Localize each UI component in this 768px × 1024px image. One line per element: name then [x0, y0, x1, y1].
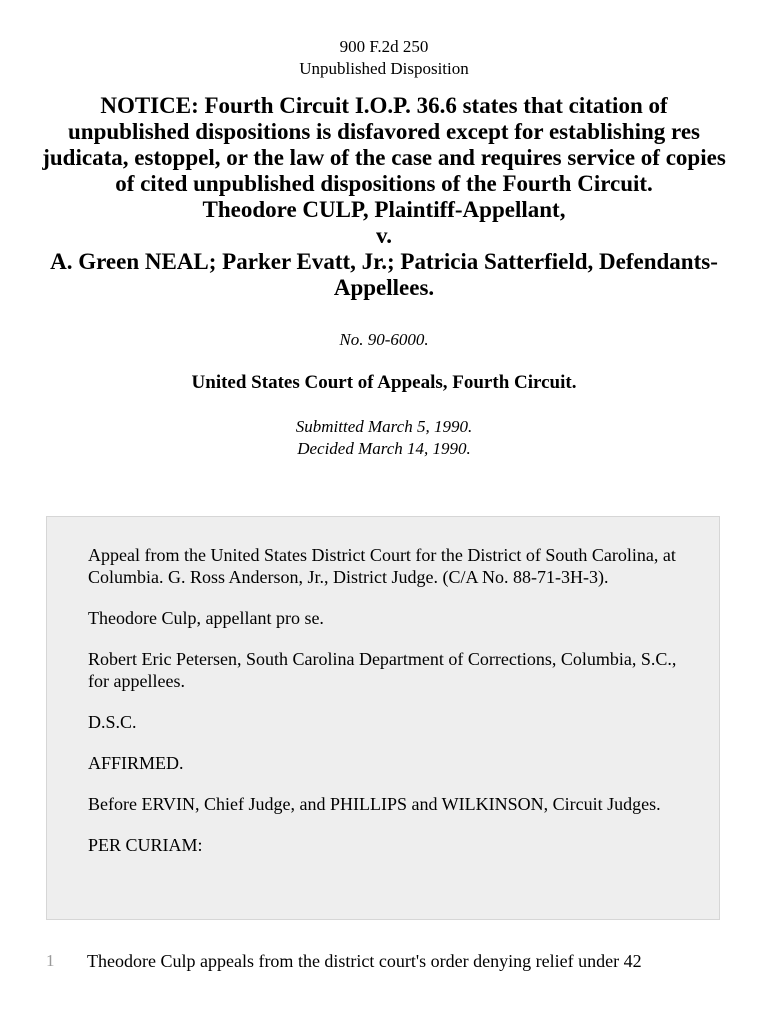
case-dates	[0, 416, 768, 460]
paragraph-text: Theodore Culp appeals from the district court's order denying relief under 42	[87, 951, 642, 971]
appeal-from-text: Appeal from the United States District Court for the District of South Carolina, at Columbia. G. Ross Anderson, Jr., District Judge. (C/A No. 88-71-3H-3).	[88, 545, 676, 587]
case-info-box	[46, 516, 720, 920]
document-header	[0, 0, 768, 80]
plaintiff-line: Theodore CULP, Plaintiff-Appellant,	[202, 197, 566, 222]
notice-text: NOTICE: Fourth Circuit I.O.P. 36.6 states that citation of unpublished dispositions is disfavored except for establishing res judicata, estoppel, or the law of the case and requires service of copies of cited unpublished dispositions of the Fourth Circuit.	[42, 93, 726, 196]
case-title-block	[40, 93, 728, 301]
per-curiam-label: PER CURIAM:	[88, 835, 203, 855]
disposition-result: AFFIRMED.	[88, 753, 184, 773]
panel-judges: Before ERVIN, Chief Judge, and PHILLIPS and WILKINSON, Circuit Judges.	[88, 794, 661, 814]
disposition-type: Unpublished Disposition	[299, 59, 469, 78]
docket-number: No. 90-6000.	[339, 330, 429, 349]
defendants-line: A. Green NEAL; Parker Evatt, Jr.; Patricia Satterfield, Defendants-Appellees.	[50, 249, 718, 300]
versus-line: v.	[376, 223, 392, 248]
court-name: United States Court of Appeals, Fourth Circuit.	[191, 372, 577, 393]
submitted-date: Submitted March 5, 1990.	[295, 417, 473, 436]
paragraph-number: 1	[46, 951, 55, 970]
appellant-counsel: Theodore Culp, appellant pro se.	[88, 608, 324, 628]
decided-date: Decided March 14, 1990.	[297, 439, 471, 458]
appellee-counsel: Robert Eric Petersen, South Carolina Department of Corrections, Columbia, S.C., for appellees.	[88, 649, 677, 691]
district-abbrev: D.S.C.	[88, 712, 137, 732]
case-citation: 900 F.2d 250	[339, 37, 429, 56]
